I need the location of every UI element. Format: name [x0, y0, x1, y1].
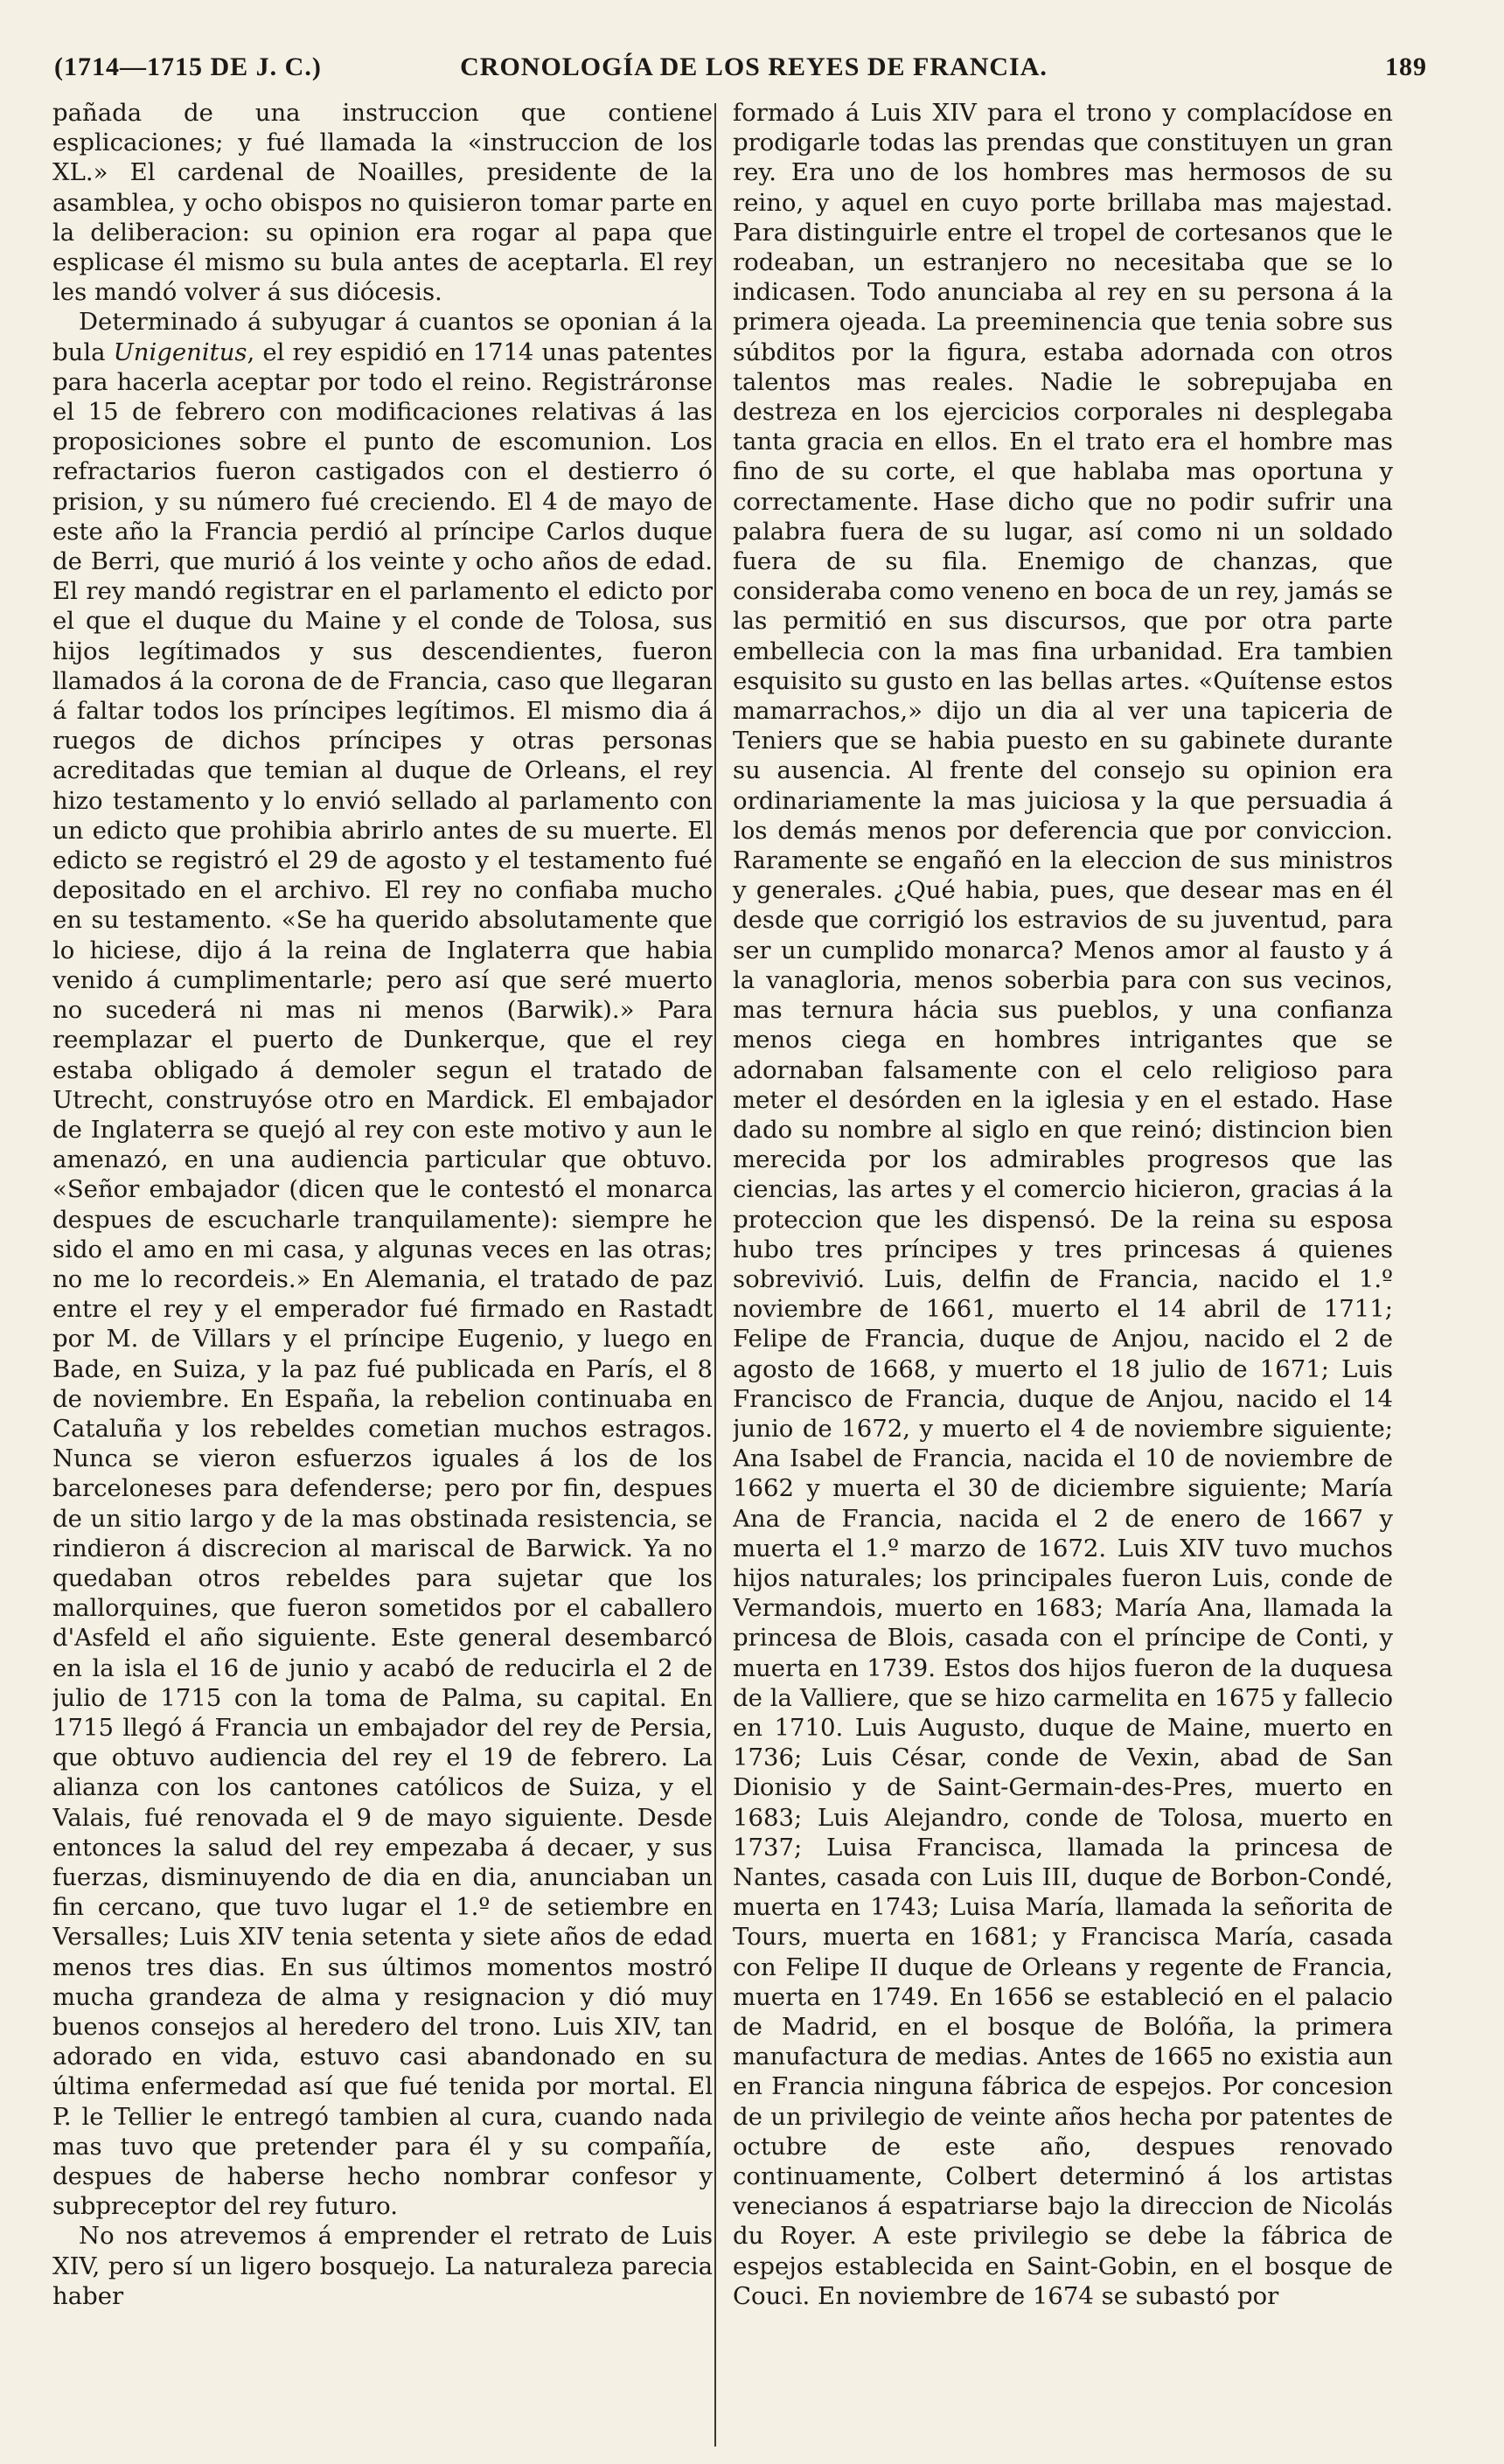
- paragraph-continuation: pañada de una instruccion que contiene esplicaciones; y fué llamada la «instruccion de los XL.» El cardenal de Noailles, presidente de la asamblea, y ocho obispos no quisieron tomar parte en la deliberacion: su opinion era rogar al papa que esplicase él mismo su bula antes de aceptarla. El rey les mandó volver á sus diócesis.: [52, 99, 713, 307]
- bull-name: Unigenitus: [113, 338, 247, 366]
- running-header: [54, 52, 1427, 91]
- paragraph-portrait: formado á Luis XIV para el trono y complacídose en prodigarle todas las prendas que constituyen un gran rey. Era uno de los hombres mas hermosos de su reino, y aquel en cuyo porte brillaba mas majestad. Para distinguirle entre el tropel de cortesanos que le rodeaban, un estranjero no necesitaba que se lo indicasen. Todo anunciaba al rey en su persona á la primera ojeada. La preeminencia que tenia sobre sus súbditos por la figura, estaba adornada con otros talentos mas reales. Nadie le sobrepujaba en destreza en los ejercicios corporales ni desplegaba tanta gracia en ellos. En el trato era el hombre mas fino de su corte, el que hablaba mas oportuna y correctamente. Hase dicho que no podir sufrir una palabra fuera de su lugar, así como ni un soldado fuera de su fila. Enemigo de chanzas, que consideraba como veneno en boca de un rey, jamás se las permitió en sus discursos, que por otra parte embellecia con la mas fina urbanidad. Era tambien esquisito su gusto en las bellas artes. «Quítense estos mamarrachos,» dijo un dia al ver una tapiceria de Teniers que se habia puesto en su gabinete durante su ausencia. Al frente del consejo su opinion era ordinariamente la mas juiciosa y la que persuadia á los demás menos por deferencia que por conviccion. Raramente se engañó en la eleccion de sus ministros y generales. ¿Qué habia, pues, que desear mas en él desde que corrigió los estravios de su juventud, para ser un cumplido monarca? Menos amor al fausto y á la vanagloria, menos soberbia para con sus vecinos, mas ternura hácia sus pueblos, y una confianza menos ciega en hombres intrigantes que se adornaban falsamente con el celo religioso para meter el desórden en la iglesia y en el estado. Hase dado su nombre al siglo en que reinó; distincion bien merecida por los admirables progresos que las ciencias, las artes y el comercio hicieron, gracias á la proteccion que les dispensó. De la reina su esposa hubo tres príncipes y tres princesas á quienes sobrevivió. Luis, delfin de Francia, nacido el 1.º noviembre de 1661, muerto el 14 abril de 1711; Felipe de Francia, duque de Anjou, nacido el 2 de agosto de 1668, y muerto el 18 julio de 1671; Luis Francisco de Francia, duque de Anjou, nacido el 14 junio de 1672, y muerto el 4 de noviembre siguiente; Ana Isabel de Francia, nacida el 10 de noviembre de 1662 y muerta el 30 de diciembre siguiente; María Ana de Francia, nacida el 2 de enero de 1667 y muerta el 1.º marzo de 1672. Luis XIV tuvo muchos hijos naturales; los principales fueron Luis, conde de Vermandois, muerto en 1683; María Ana, llamada la princesa de Blois, casada con el príncipe de Conti, y muerta en 1739. Estos dos hijos fueron de la duquesa de la Valliere, que se hizo carmelita en 1675 y fallecio en 1710. Luis Augusto, duque de Maine, muerto en 1736; Luis César, conde de Vexin, abad de San Dionisio y de Saint-Germain-des-Pres, muerto en 1683; Luis Alejandro, conde de Tolosa, muerto en 1737; Luisa Francisca, llamada la princesa de Nantes, casada con Luis III, duque de Borbon-Condé, muerta en 1743; Luisa María, llamada la señorita de Tours, muerta en 1681; y Francisca María, casada con Felipe II duque de Orleans y regente de Francia, muerta en 1749. En 1656 se estableció en el palacio de Madrid, en el bosque de Bolóña, la primera manufactura de medias. Antes de 1665 no existia aun en Francia ninguna fábrica de espejos. Por concesion de un privilegio de veinte años hecha por patentes de octubre de este año, despues renovado continuamente, Colbert determinó á los artistas venecianos á espatriarse bajo la direccion de Nicolás du Royer. A este privilegio se debe la fábrica de espejos establecida en Saint-Gobin, en el bosque de Couci. En noviembre de 1674 se subastó por: [733, 99, 1393, 2310]
- page-number: 189: [1385, 52, 1427, 81]
- left-column: [52, 98, 713, 2450]
- paragraph-text: Determinado á subyugar á cuantos se oponian á la bula: [52, 308, 713, 366]
- paragraph-text: , el rey espidió en 1714 unas patentes para hacerla aceptar por todo el reino. Registráronse el 15 de febrero con modificaciones relativas á las proposiciones sobre el punto de escomunion. Los refractarios fueron castigados con el destierro ó prision, y su número fué creciendo. El 4 de mayo de este año la Francia perdió al príncipe Carlos duque de Berri, que murió á los veinte y ocho años de edad. El rey mandó registrar en el parlamento el edicto por el que el duque du Maine y el conde de Tolosa, sus hijos legítimados y sus descendientes, fueron llamados á la corona de de Francia, caso que llegaran á faltar todos los príncipes legítimos. El mismo dia á ruegos de dichos príncipes y otras personas acreditadas que temian al duque de Orleans, el rey hizo testamento y lo envió sellado al parlamento con un edicto que prohibia abrirlo antes de su muerte. El edicto se registró el 29 de agosto y el testamento fué depositado en el archivo. El rey no confiaba mucho en su testamento. «Se ha querido absolutamente que lo hiciese, dijo á la reina de Inglaterra que habia venido á cumplimentarle; pero así que seré muerto no sucederá ni mas ni menos (Barwik).» Para reemplazar el puerto de Dunkerque, que el rey estaba obligado á demoler segun el tratado de Utrecht, construyóse otro en Mardick. El embajador de Inglaterra se quejó al rey con este motivo y aun le amenazó, en una audiencia particular que obtuvo. «Señor embajador (dicen que le contestó el monarca despues de escucharle tranquilamente): siempre he sido el amo en mi casa, y algunas veces en las otras; no me lo recordeis.» En Alemania, el tratado de paz entre el rey y el emperador fué firmado en Rastadt por M. de Villars y el príncipe Eugenio, y luego en Bade, en Suiza, y la paz fué publicada en París, el 8 de noviembre. En España, la rebelion continuaba en Cataluña y los rebeldes cometian muchos estragos. Nunca se vieron esfuerzos iguales á los de los barceloneses para defenderse; pero por fin, despues de un sitio largo y de la mas obstinada resistencia, se rindieron á discrecion al mariscal de Barwick. Ya no quedaban otros rebeldes para sujetar que los mallorquines, que fueron sometidos por el caballero d'Asfeld el año siguiente. Este general desembarcó en la isla el 16 de junio y acabó de reducirla el 2 de julio de 1715 con la toma de Palma, su capital. En 1715 llegó á Francia un embajador del rey de Persia, que obtuvo audiencia del rey el 19 de febrero. La alianza con los cantones católicos de Suiza, y el Valais, fué renovada el 9 de mayo siguiente. Desde entonces la salud del rey empezaba á decaer, y sus fuerzas, disminuyendo de dia en dia, anunciaban un fin cercano, que tuvo lugar el 1.º de setiembre en Versalles; Luis XIV tenia setenta y siete años de edad menos tres dias. En sus últimos momentos mostró mucha grandeza de alma y resignacion y dió muy buenos consejos al heredero del trono. Luis XIV, tan adorado en vida, estuvo casi abandonado en su última enfermedad así que fué tenida por mortal. El P. le Tellier le entregó tambien al cura, cuando nada mas tuvo que pretender para él y su compañía, despues de haberse hecho nombrar confesor y subpreceptor del rey futuro.: [52, 338, 713, 2221]
- paragraph-unigenitus: [52, 307, 713, 2221]
- header-date-range: (1714—1715 DE J. C.): [54, 52, 322, 81]
- column-divider: [714, 103, 716, 2447]
- paragraph-portrait-intro: No nos atrevemos á emprender el retrato de Luis XIV, pero sí un ligero bosquejo. La naturaleza parecia haber: [52, 2222, 713, 2310]
- right-column: [733, 98, 1393, 2450]
- header-title: CRONOLOGÍA DE LOS REYES DE FRANCIA.: [460, 52, 1048, 81]
